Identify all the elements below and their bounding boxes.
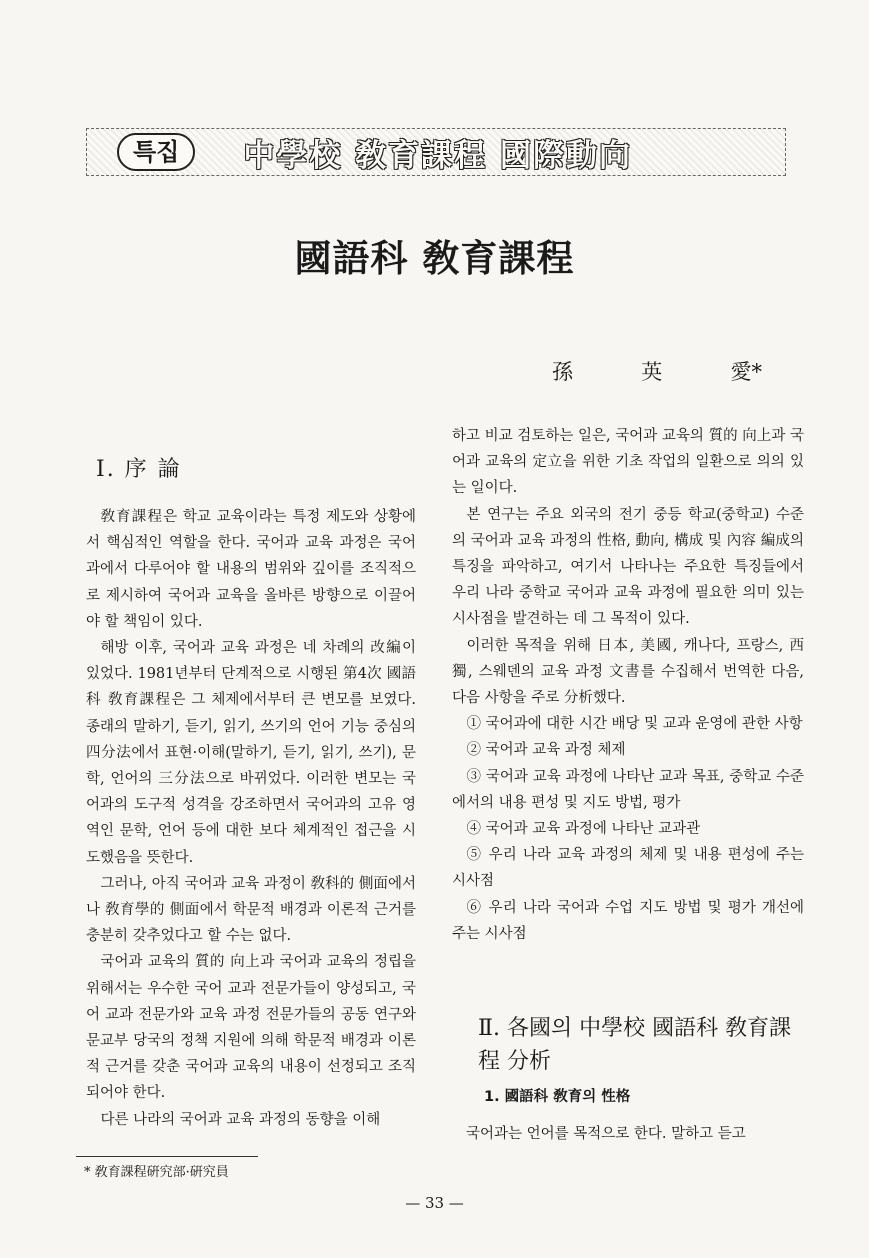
paragraph: 그러나, 아직 국어과 교육 과정이 敎科的 側面에서나 敎育學的 側面에서 학문적 배경과 이론적 근거를 충분히 갖추었다고 할 수는 없다.: [86, 875, 416, 945]
feature-banner: [86, 128, 786, 176]
paragraph: 해방 이후, 국어과 교육 과정은 네 차례의 改編이 있었다. 1981년부터 단계적으로 시행된 第4次 國語科 敎育課程은 그 체제에서부터 큰 변모를 보였다. 종래의 말하기, 듣기, 읽기, 쓰기의 언어 기능 중심의 四分法에서 표현·이해(말하기, 듣기, 읽기, 쓰기), 문학, 언어의 三分法으로 바뀌었다. 이러한 변모는 국어과의 도구적 성격을 강조하면서 국어과의 고유 영역인 문학, 언어 등에 대한 보다 체계적인 접근을 시도했음을 뜻한다.: [86, 640, 416, 866]
author: [552, 356, 762, 386]
list-item: ② 국어과 교육 과정 체제: [466, 742, 626, 759]
author-char: 英: [641, 360, 663, 384]
list-item: ⑥ 우리 나라 국어과 수업 지도 방법 및 평가 개선에 주는 시사점: [452, 899, 804, 942]
author-char: 孫: [552, 360, 573, 384]
section-heading-intro: Ⅰ. 序 論: [96, 457, 182, 482]
page-number: — 33 —: [405, 1194, 464, 1212]
article-title: 國語科 敎育課程: [294, 236, 575, 280]
paragraph: 본 연구는 주요 외국의 전기 중등 학교(중학교) 수준의 국어과 교육 과정의 性格, 動向, 構成 및 內容 編成의 특징을 파악하고, 여기서 나타나는 주요한 특징들에서 우리 나라 중학교 국어과 교육 과정에 필요한 의미 있는 시사점을 발견하는 데 그 목적이 있다.: [452, 506, 804, 628]
list-item: ① 국어과에 대한 시간 배당 및 교과 운영에 관한 사항: [466, 716, 803, 733]
left-column: [86, 504, 416, 1133]
feature-tag: 특집: [117, 133, 195, 171]
list-item: ④ 국어과 교육 과정에 나타난 교과관: [466, 821, 701, 838]
paragraph: 하고 비교 검토하는 일은, 국어과 교육의 質的 向上과 국어과 교육의 定立을 위한 기초 작업의 일환으로 의의 있는 일이다.: [452, 428, 804, 497]
paragraph: 敎育課程은 학교 교육이라는 특정 제도와 상황에서 핵심적인 역할을 한다. 국어과 교육 과정은 국어과에서 다루어야 할 내용의 범위와 깊이를 조직적으로 제시하여 국어과 교육을 올바른 방향으로 이끌어야 할 책임이 있다.: [86, 509, 416, 630]
list-item: ⑤ 우리 나라 교육 과정의 체제 및 내용 편성에 주는 시사점: [452, 847, 804, 890]
feature-title: 中學校 敎育課程 國際動向: [243, 137, 632, 174]
paragraph: 국어과는 언어를 목적으로 한다. 말하고 듣고: [466, 1126, 746, 1142]
footnote: * 敎育課程硏究部·硏究員: [84, 1165, 229, 1180]
list-item: ③ 국어과 교육 과정에 나타난 교과 목표, 중학교 수준에서의 내용 편성 및 지도 방법, 평가: [452, 768, 804, 811]
paragraph: 국어과 교육의 質的 向上과 국어과 교육의 정립을 위해서는 우수한 국어 교과 전문가들이 양성되고, 국어 교과 전문가와 교육 과정 전문가들의 공동 연구와 문교부 당국의 정책 지원에 의해 학문적 배경과 이론적 근거를 갖춘 국어과 교육의 내용이 선정되고 조직되어야 한다.: [86, 954, 416, 1102]
paragraph: 이러한 목적을 위해 日本, 美國, 캐나다, 프랑스, 西獨, 스웨덴의 교육 과정 文書를 수집해서 번역한 다음, 다음 사항을 주로 分析했다.: [452, 637, 804, 707]
author-char: 愛*: [730, 360, 762, 384]
subsection-heading: 1. 國語科 敎育의 性格: [484, 1089, 631, 1105]
footnote-rule: [76, 1156, 258, 1157]
right-column: [452, 423, 804, 947]
paragraph: 다른 나라의 국어과 교육 과정의 동향을 이해: [100, 1111, 381, 1128]
section-heading-analysis: Ⅱ. 各國의 中學校 國語科 敎育課程 分析: [478, 1016, 792, 1074]
